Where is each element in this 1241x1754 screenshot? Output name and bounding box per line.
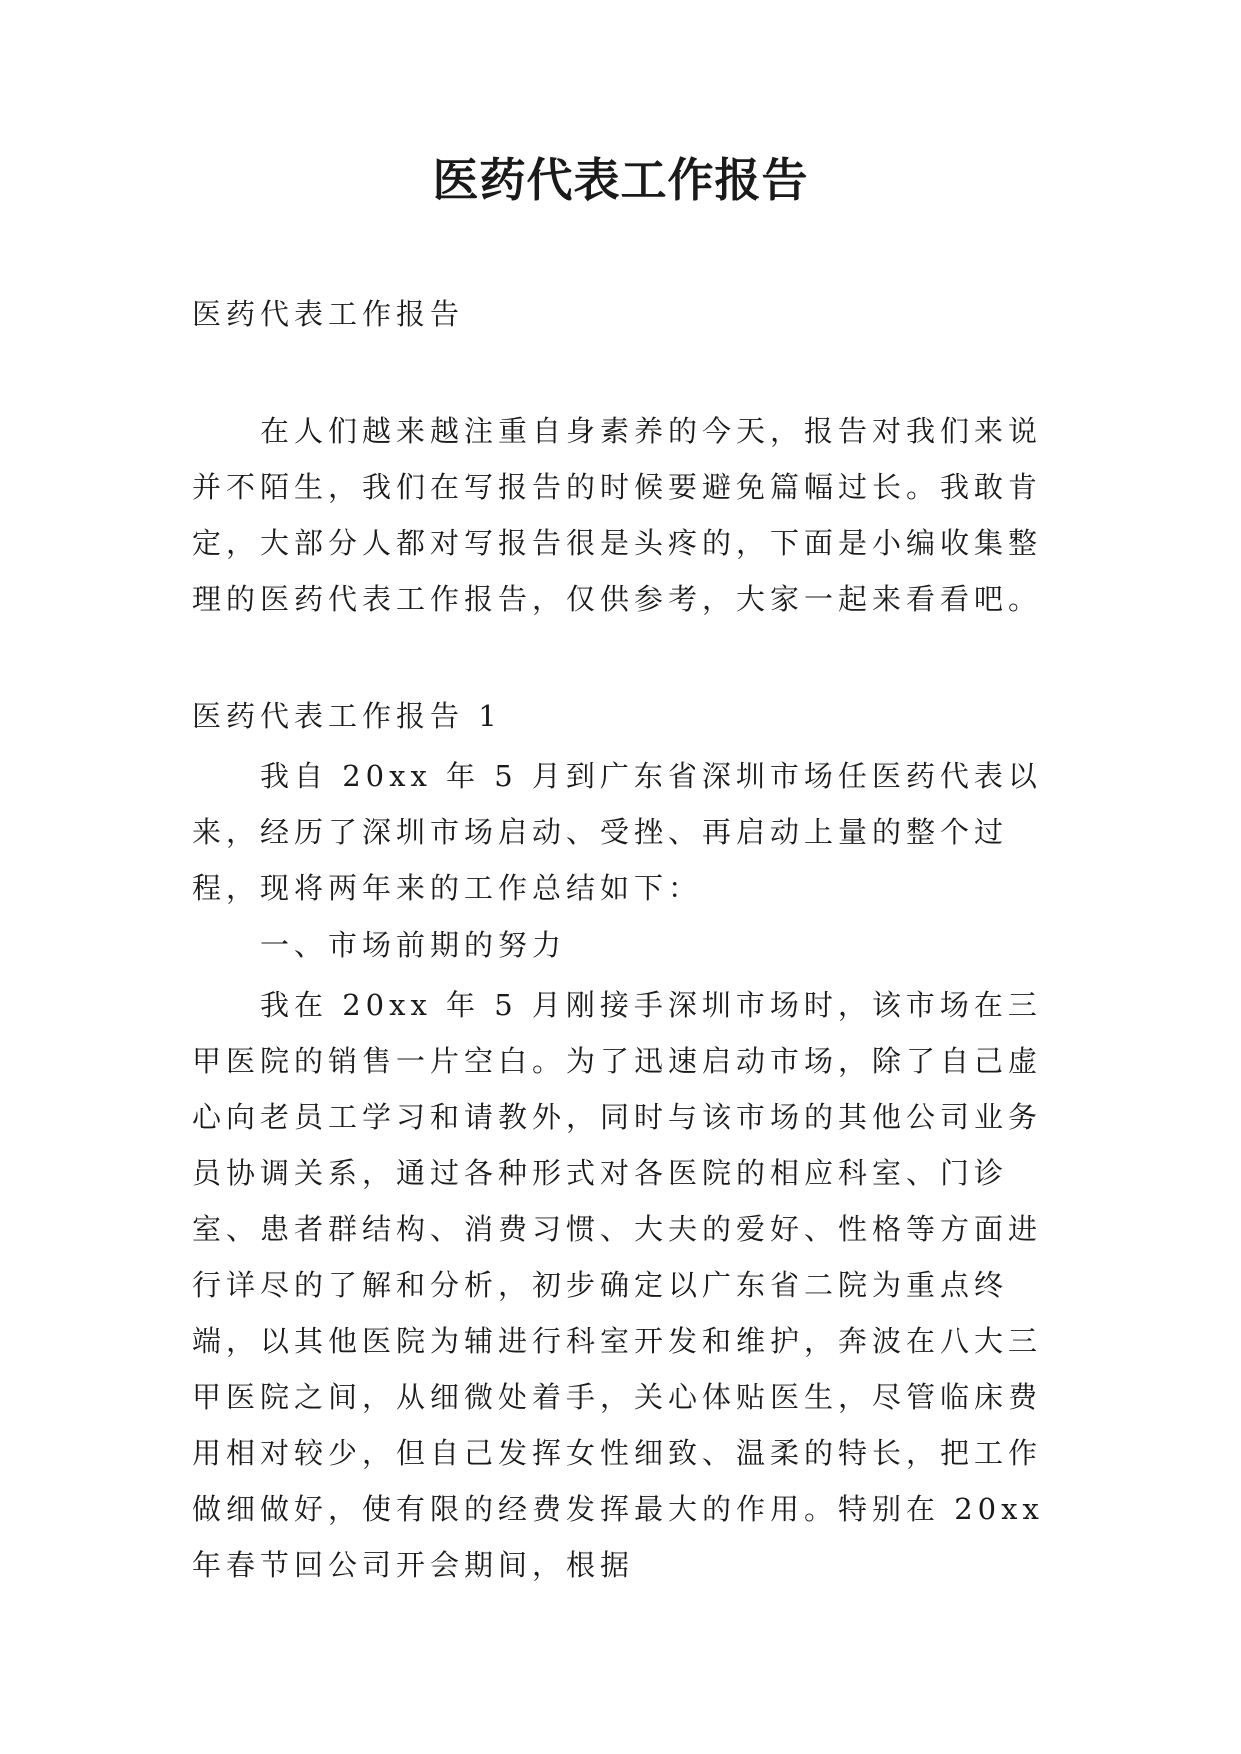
subheading-1: 一、市场前期的努力 (260, 928, 567, 962)
document-title: 医药代表工作报告 (432, 153, 809, 207)
paragraph-2: 我在 20xx 年 5 月刚接手深圳市场时，该市场在三甲医院的销售一片空白。为了迅速启动市场，除了自己虚心向老员工学习和请教外，同时与该市场的其他公司业务员协调关系，通过各种形式对各医院的相应科室、门诊室、患者群结构、消费习惯、大夫的爱好、性格等方面进行详尽的了解和分析，初步确定以广东省二院为重点终端，以其他医院为辅进行科室开发和维护，奔波在八大三甲医院之间，从细微处着手，关心体贴医生，尽管临床费用相对较少，但自己发挥女性细致、温柔的特长，把工作做细做好，使有限的经费发挥最大的作用。特别在 20xx 年春节回公司开会期间，根据 (192, 988, 1059, 1582)
document-subtitle: 医药代表工作报告 (192, 297, 465, 331)
section-heading: 医药代表工作报告 1 (192, 699, 502, 733)
paragraph-1: 我自 20xx 年 5 月到广东省深圳市场任医药代表以来，经历了深圳市场启动、受挫、再启动上量的整个过程，现将两年来的工作总结如下： (192, 759, 1042, 905)
intro-paragraph: 在人们越来越注重自身素养的今天，报告对我们来说并不陌生，我们在写报告的时候要避免篇幅过长。我敢肯定，大部分人都对写报告很是头疼的，下面是小编收集整理的医药代表工作报告，仅供参考，大家一起来看看吧。 (192, 414, 1043, 616)
